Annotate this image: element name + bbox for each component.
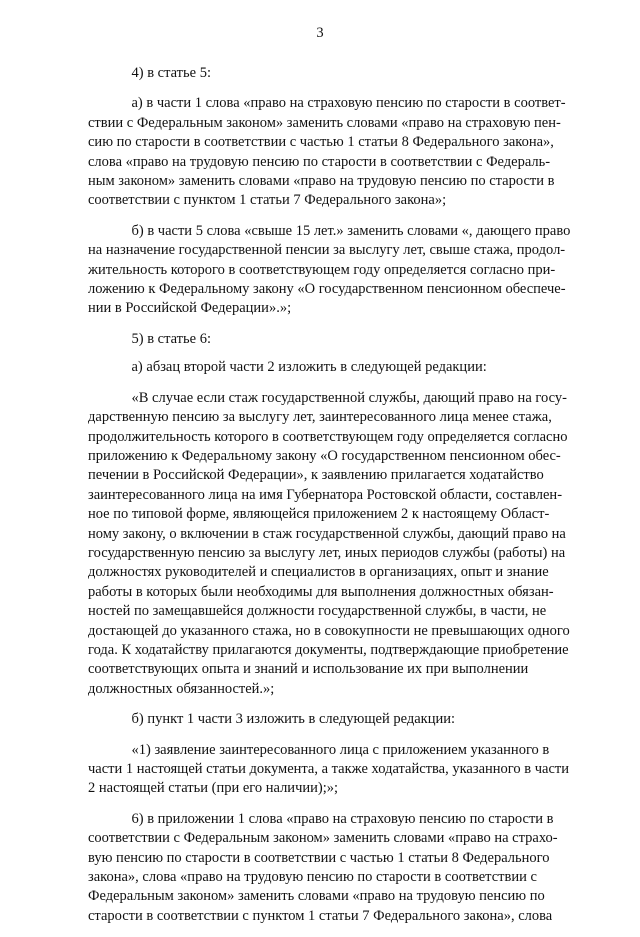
- page-number: 3: [316, 25, 324, 41]
- paragraph-article-5-heading: 4) в статье 5:: [88, 65, 211, 81]
- paragraph-appendix-1: 6) в приложении 1 слова «право на страховую пенсию по старости в соответствии с Федеральным законом» заменить словами «право на страхо- вую пенсию по старости в соответствии с частью 1 статьи 8 Федерального закона», слова «право на трудовую пенсию по старости в соответствии с Федеральным законом» заменить словами «право на трудовую пенсию по старости в соответствии с пунктом 1 статьи 7 Федерального закона», слова: [88, 810, 558, 924]
- paragraph-article-6-part-3-intro: б) пункт 1 части 3 изложить в следующей редакции:: [88, 711, 456, 728]
- paragraph-article-6-part-2-intro: а) абзац второй части 2 изложить в следующей редакции:: [88, 359, 487, 376]
- paragraph-article-6-heading: 5) в статье 6:: [88, 330, 211, 347]
- paragraph-article-6-part-3-text: «1) заявление заинтересованного лица с приложением указанного в части 1 настоящей статьи документа, а также ходатайства, указанного в части 2 настоящей статьи (при его наличии);»;: [88, 741, 569, 797]
- document-body: [88, 64, 596, 937]
- paragraph-article-5-part-5: б) в части 5 слова «свыше 15 лет.» заменить словами «, дающего право на назначение государственной пенсии за выслугу лет, свыше стажа, продол- жительность которого в соответствующем году определяется согласно при- ложению к Федеральному закону «О государственном пенсионном обеспече- нии в Российской Федерации».»;: [88, 222, 571, 317]
- paragraph-article-6-part-2-text: «В случае если стаж государственной службы, дающий право на госу- дарственную пенсию за выслугу лет, заинтересованного лица менее стажа, продолжительность которого в соответствующем году определяется согласно приложению к Федеральному закону «О государственном пенсионном обес- печении в Российской Федерации», к заявлению прилагается ходатайство заинтересованного лица на имя Губернатора Ростовской области, составлен- ное по типовой форме, являющейся приложением 2 к настоящему Област- ному закону, о включении в стаж государственной службы, дающий право на государственную пенсию за выслугу лет, иных периодов службы (работы) на должностях руководителей и специалистов в организациях, опыт и знание работы в которых были необходимы для выполнения должностных обязан- ностей по замещавшейся должности государственной службы, в части, не достающей до указанного стажа, но в совокупности не превышающих одного года. К ходатайству прилагаются документы, подтверждающие приобретение соответствующих опыта и знаний и использование их при выполнении должностных обязанностей.»;: [88, 389, 570, 697]
- paragraph-article-5-part-1: а) в части 1 слова «право на страховую пенсию по старости в соответ- ствии с Федеральным законом» заменить словами «право на страховую пен- сию по старости в соответствии с частью 1 статьи 8 Федерального закона», слова «право на трудовую пенсию по старости в соответствии с Федераль- ным законом» заменить словами «право на трудовую пенсию по старости в соответствии с пунктом 1 статьи 7 Федерального закона»;: [88, 95, 566, 209]
